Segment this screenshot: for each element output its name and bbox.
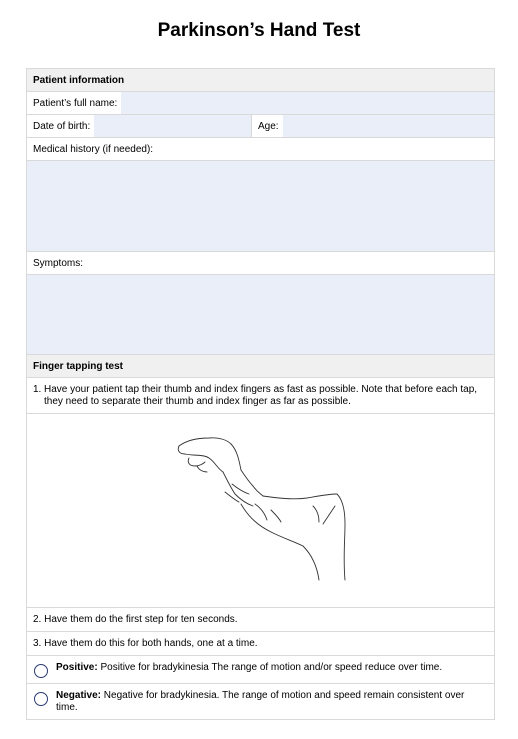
step-1 [27,378,494,414]
symptoms-label: Symptoms: [27,252,494,275]
hand-finger-tap-illustration-icon [27,414,494,608]
dob-field[interactable] [94,115,251,137]
age-field[interactable] [283,115,494,137]
positive-radio[interactable] [34,664,48,678]
page-title: Parkinson’s Hand Test [157,20,361,41]
positive-label: Positive: [56,662,98,673]
hand-test-form [26,68,495,720]
positive-option[interactable] [27,656,494,684]
negative-description: Negative for bradykinesia. The range of motion and speed remain consistent over time. [56,690,465,713]
age-cell [252,115,494,137]
negative-label: Negative: [56,690,102,701]
medical-history-field[interactable] [27,161,494,252]
negative-radio[interactable] [34,692,48,706]
negative-option-text [56,690,488,714]
dob-label: Date of birth: [33,121,91,132]
full-name-row [27,92,494,115]
age-label: Age: [258,121,279,132]
symptoms-field[interactable] [27,275,494,355]
hand-illustration [27,414,494,608]
patient-info-header: Patient information [27,69,494,92]
medical-history-label: Medical history (if needed): [27,138,494,161]
dob-age-row [27,115,494,138]
negative-option[interactable] [27,684,494,719]
positive-option-text [56,662,488,674]
step-3: 3. Have them do this for both hands, one at a time. [27,632,494,656]
step-1-number: 1. [33,384,42,395]
dob-cell [27,115,252,137]
step-2: 2. Have them do the first step for ten seconds. [27,608,494,632]
step-1-text: Have your patient tap their thumb and index fingers as fast as possible. Note that before each tap, they need to separate their thumb and index finger as far as possible. [44,384,478,407]
full-name-field[interactable] [121,92,494,114]
finger-tapping-header: Finger tapping test [27,355,494,378]
positive-description: Positive for bradykinesia The range of motion and/or speed reduce over time. [100,662,443,673]
full-name-label: Patient’s full name: [33,98,118,109]
